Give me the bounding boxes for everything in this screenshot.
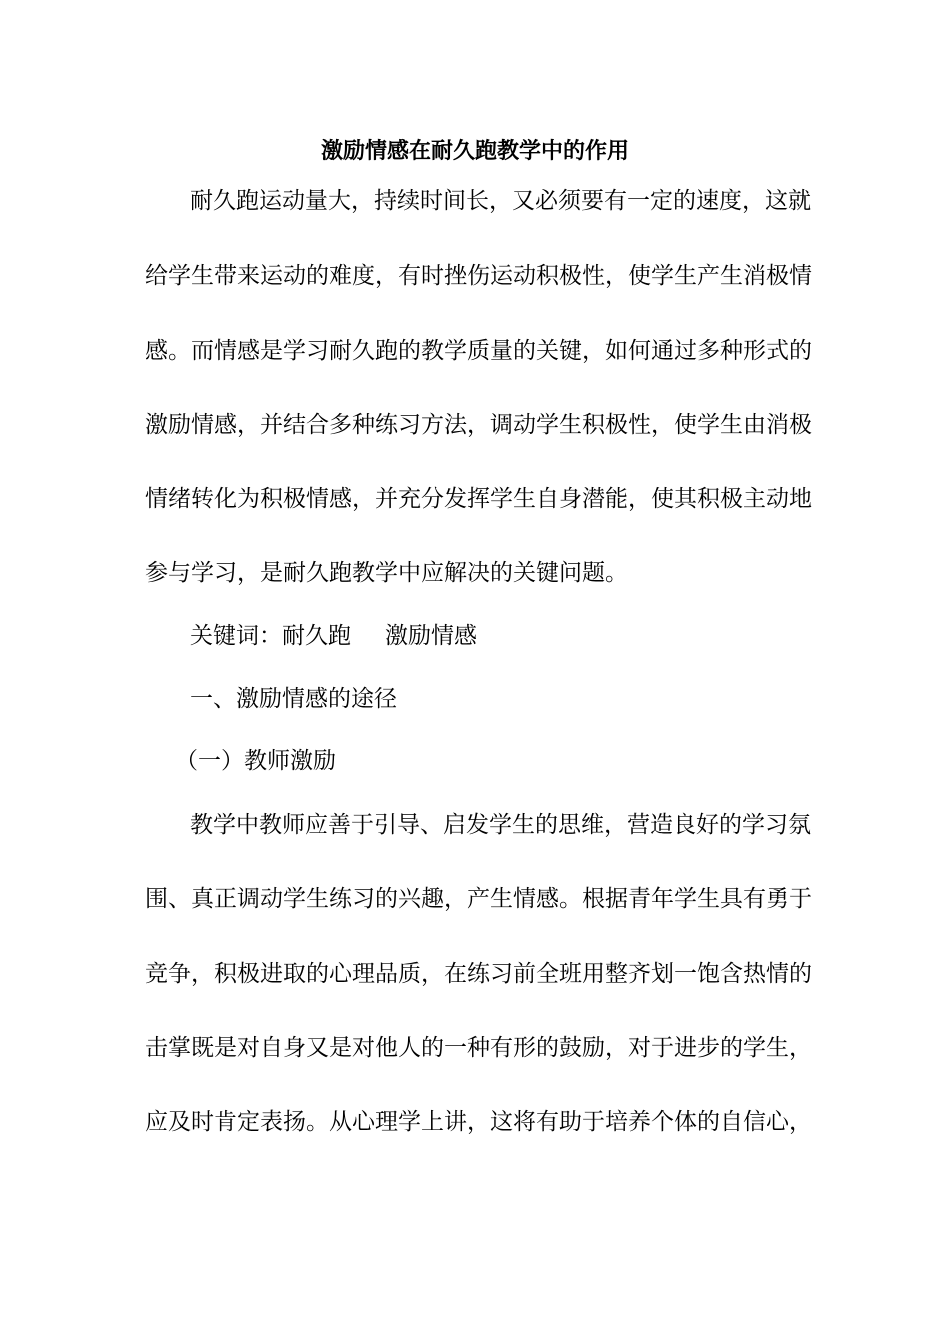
document-title: 激励情感在耐久跑教学中的作用: [320, 138, 629, 164]
subsection-heading: （一）教师激励: [175, 748, 336, 774]
keyword-item: 激励情感: [385, 623, 477, 649]
abstract-line: 情绪转化为积极情感，并充分发挥学生自身潜能，使其积极主动地: [145, 486, 812, 512]
abstract-line: 耐久跑运动量大，持续时间长，又必须要有一定的速度，这就: [190, 188, 811, 214]
keywords-label: 关键词：耐久跑: [190, 623, 351, 649]
section-heading: 一、激励情感的途径: [190, 686, 397, 712]
body-line: 竞争，积极进取的心理品质，在练习前全班用整齐划一饱含热情的: [145, 961, 812, 987]
abstract-line: 激励情感，并结合多种练习方法，调动学生积极性，使学生由消极: [145, 412, 812, 438]
abstract-line: 给学生带来运动的难度，有时挫伤运动积极性，使学生产生消极情: [145, 263, 812, 289]
body-line: 围、真正调动学生练习的兴趣，产生情感。根据青年学生具有勇于: [145, 886, 812, 912]
keywords-line: [190, 621, 815, 651]
body-line: 击掌既是对自身又是对他人的一种有形的鼓励，对于进步的学生，: [145, 1035, 812, 1061]
abstract-line: 感。而情感是学习耐久跑的教学质量的关键，如何通过多种形式的: [145, 338, 812, 364]
abstract-line: 参与学习，是耐久跑教学中应解决的关键问题。: [145, 560, 628, 586]
body-line: 应及时肯定表扬。从心理学上讲，这将有助于培养个体的自信心，: [145, 1109, 812, 1135]
body-line: 教学中教师应善于引导、启发学生的思维，营造良好的学习氛: [190, 812, 811, 838]
